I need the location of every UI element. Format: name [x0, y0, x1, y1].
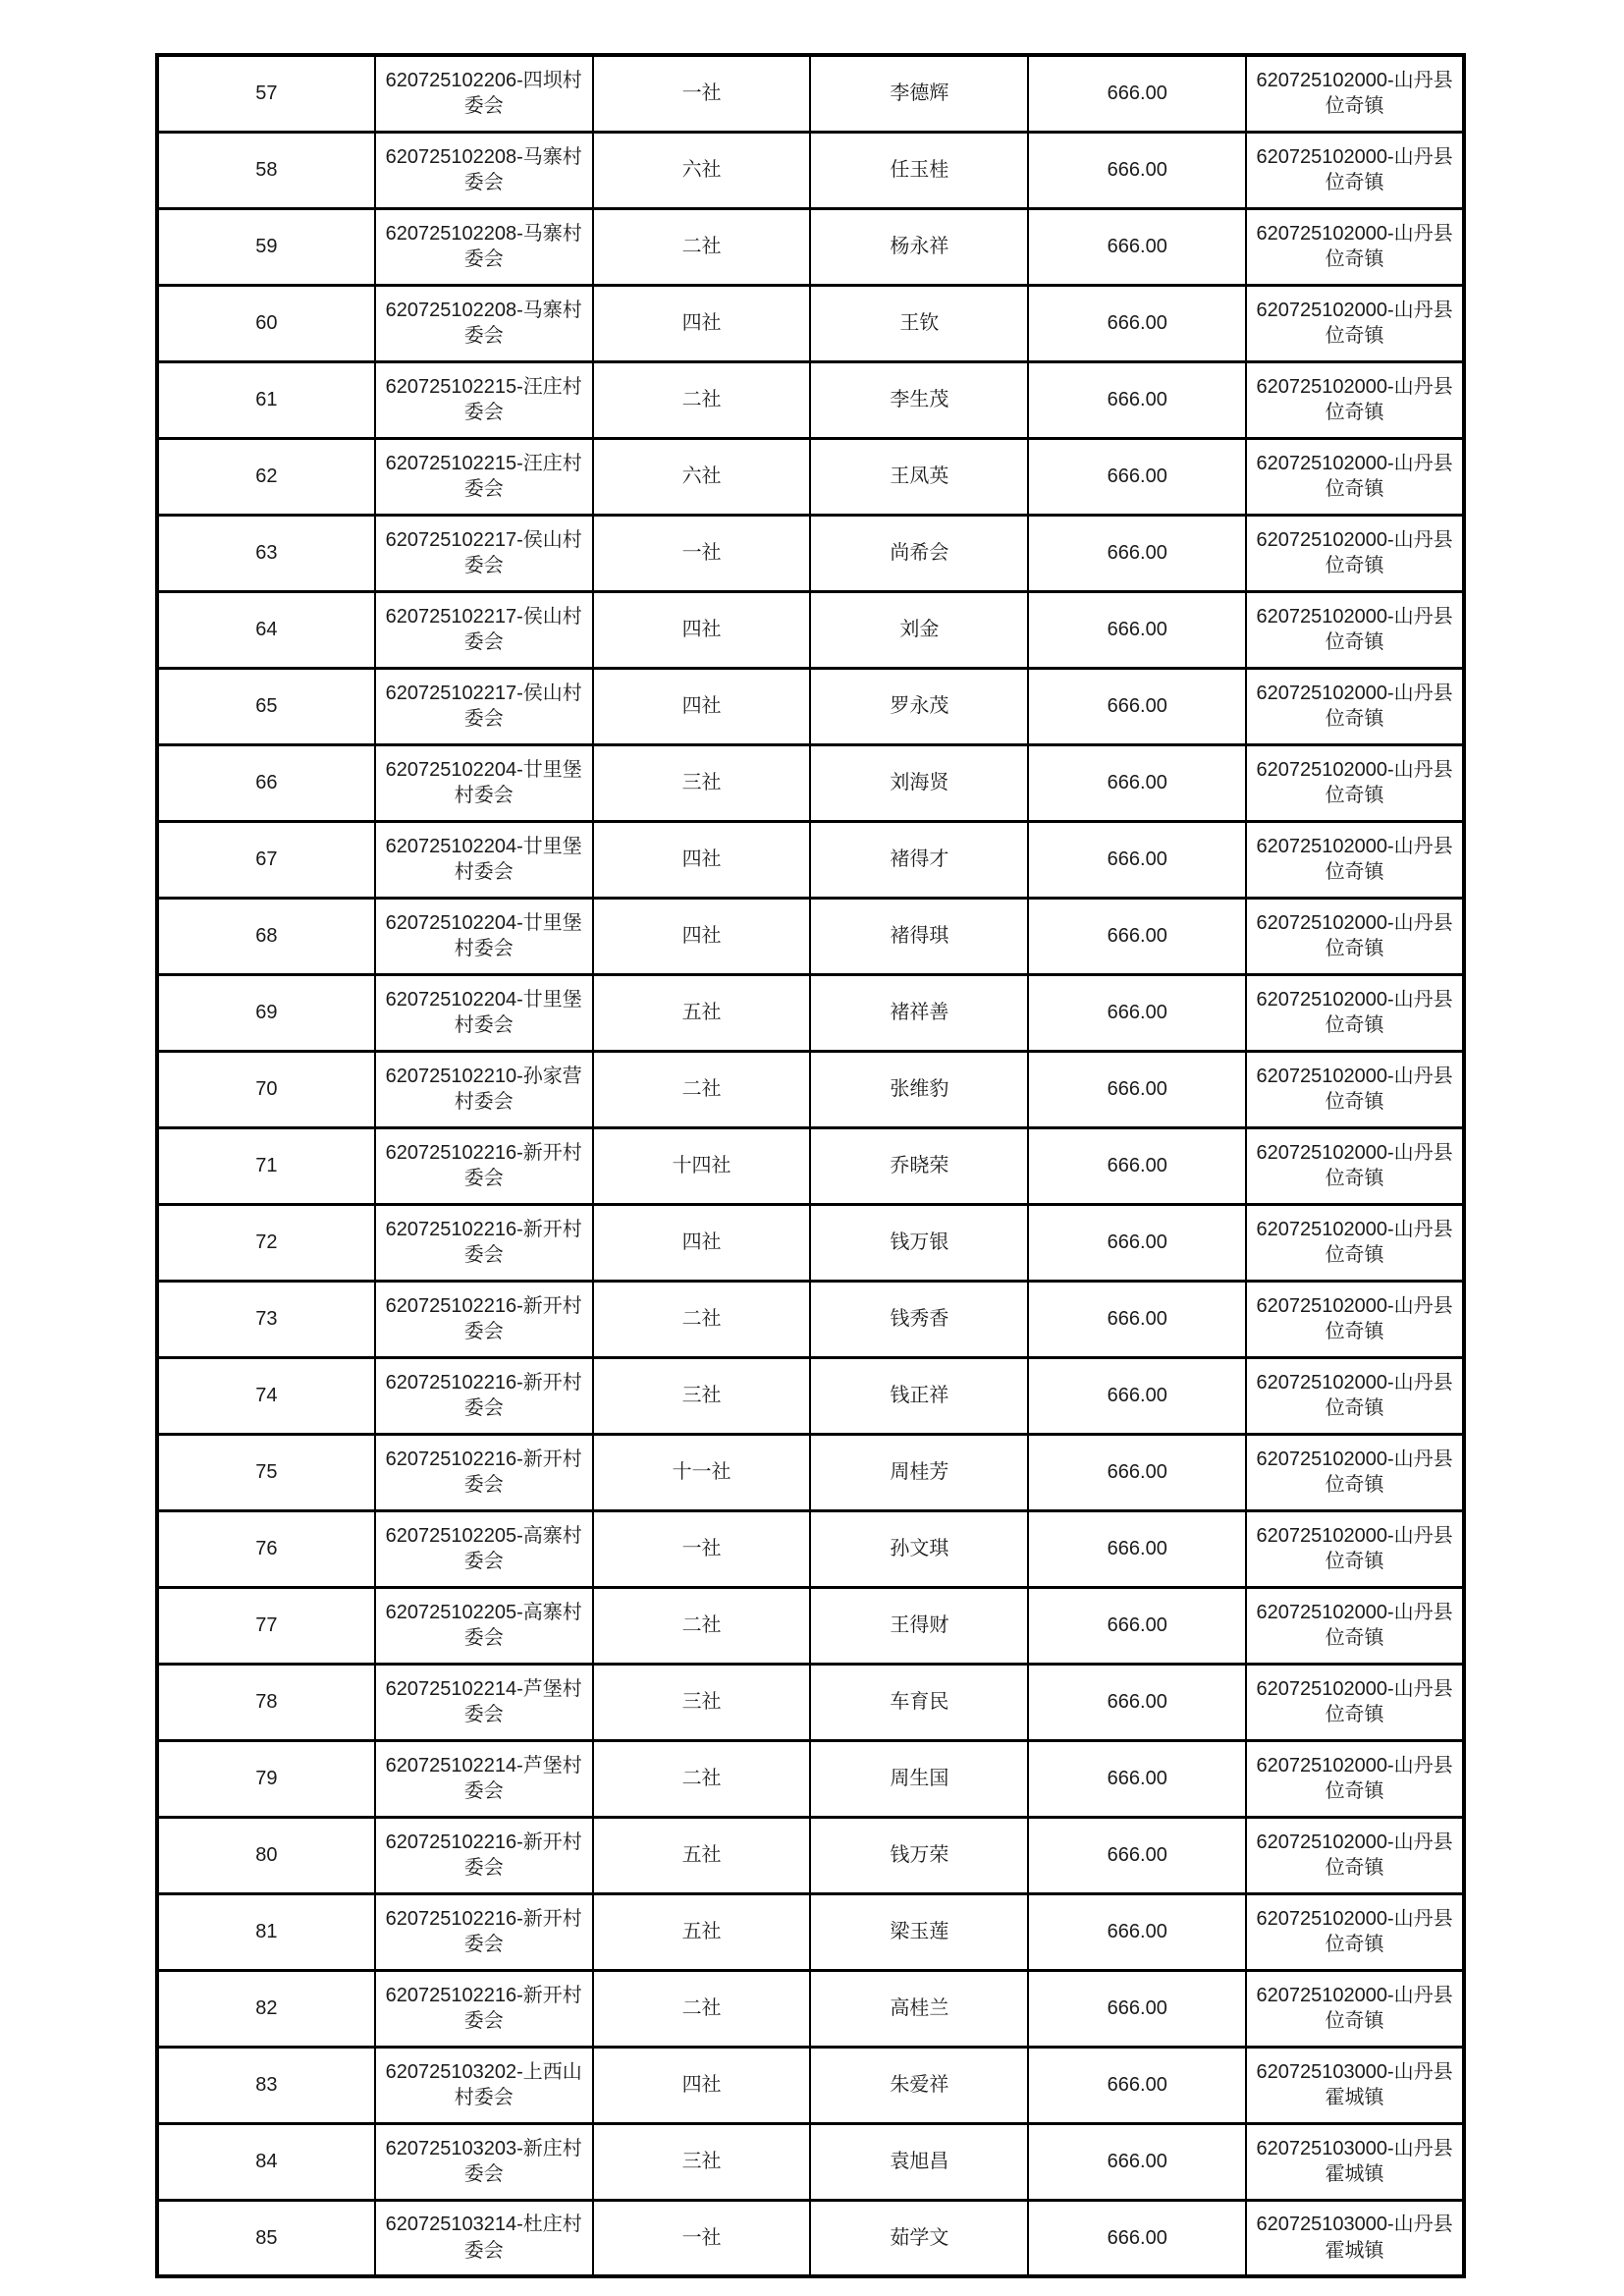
cell-cooperative-unit: 十一社: [593, 1434, 811, 1510]
cell-amount: 666.00: [1028, 744, 1246, 821]
cell-person-name: 褚得琪: [810, 898, 1028, 974]
cell-cooperative-unit: 三社: [593, 1664, 811, 1740]
cell-amount: 666.00: [1028, 1893, 1246, 1970]
cell-amount: 666.00: [1028, 2200, 1246, 2276]
cell-amount: 666.00: [1028, 515, 1246, 591]
cell-row-number: 67: [157, 821, 375, 898]
cell-amount: 666.00: [1028, 285, 1246, 361]
cell-row-number: 70: [157, 1051, 375, 1127]
cell-row-number: 83: [157, 2047, 375, 2123]
cell-cooperative-unit: 五社: [593, 974, 811, 1051]
cell-row-number: 77: [157, 1587, 375, 1664]
cell-row-number: 66: [157, 744, 375, 821]
table-row: [157, 1740, 1464, 1817]
cell-amount: 666.00: [1028, 1817, 1246, 1893]
cell-row-number: 62: [157, 438, 375, 515]
cell-amount: 666.00: [1028, 974, 1246, 1051]
cell-person-name: 朱爱祥: [810, 2047, 1028, 2123]
cell-person-name: 钱万荣: [810, 1817, 1028, 1893]
cell-person-name: 周生国: [810, 1740, 1028, 1817]
cell-person-name: 王凤英: [810, 438, 1028, 515]
table-row: [157, 1127, 1464, 1204]
cell-cooperative-unit: 四社: [593, 1204, 811, 1281]
table-row: [157, 55, 1464, 132]
cell-cooperative-unit: 五社: [593, 1817, 811, 1893]
table-row: [157, 591, 1464, 668]
table-row: [157, 1281, 1464, 1357]
table-row: [157, 285, 1464, 361]
cell-row-number: 81: [157, 1893, 375, 1970]
cell-amount: 666.00: [1028, 1281, 1246, 1357]
cell-amount: 666.00: [1028, 591, 1246, 668]
cell-amount: 666.00: [1028, 1434, 1246, 1510]
cell-row-number: 74: [157, 1357, 375, 1434]
table-row: [157, 515, 1464, 591]
table-row: [157, 1587, 1464, 1664]
cell-township-code: 620725102000-山丹县位奇镇: [1246, 132, 1464, 208]
cell-village-committee-code: 620725102215-汪庄村委会: [375, 438, 593, 515]
table-row: [157, 744, 1464, 821]
cell-row-number: 76: [157, 1510, 375, 1587]
cell-amount: 666.00: [1028, 438, 1246, 515]
cell-row-number: 72: [157, 1204, 375, 1281]
cell-cooperative-unit: 六社: [593, 438, 811, 515]
cell-cooperative-unit: 十四社: [593, 1127, 811, 1204]
cell-person-name: 钱万银: [810, 1204, 1028, 1281]
cell-village-committee-code: 620725102206-四坝村委会: [375, 55, 593, 132]
cell-amount: 666.00: [1028, 1587, 1246, 1664]
cell-row-number: 61: [157, 361, 375, 438]
cell-person-name: 罗永茂: [810, 668, 1028, 744]
cell-person-name: 李生茂: [810, 361, 1028, 438]
cell-village-committee-code: 620725102214-芦堡村委会: [375, 1740, 593, 1817]
cell-village-committee-code: 620725102217-侯山村委会: [375, 668, 593, 744]
cell-amount: 666.00: [1028, 1510, 1246, 1587]
cell-village-committee-code: 620725102204-廿里堡村委会: [375, 898, 593, 974]
cell-person-name: 钱正祥: [810, 1357, 1028, 1434]
cell-person-name: 任玉桂: [810, 132, 1028, 208]
cell-amount: 666.00: [1028, 55, 1246, 132]
cell-cooperative-unit: 二社: [593, 208, 811, 285]
cell-township-code: 620725102000-山丹县位奇镇: [1246, 1051, 1464, 1127]
cell-row-number: 63: [157, 515, 375, 591]
cell-person-name: 孙文琪: [810, 1510, 1028, 1587]
cell-township-code: 620725102000-山丹县位奇镇: [1246, 208, 1464, 285]
cell-village-committee-code: 620725102216-新开村委会: [375, 1281, 593, 1357]
cell-person-name: 梁玉莲: [810, 1893, 1028, 1970]
cell-village-committee-code: 620725103202-上西山村委会: [375, 2047, 593, 2123]
cell-person-name: 袁旭昌: [810, 2123, 1028, 2200]
cell-row-number: 73: [157, 1281, 375, 1357]
cell-village-committee-code: 620725102208-马寨村委会: [375, 208, 593, 285]
cell-person-name: 杨永祥: [810, 208, 1028, 285]
cell-amount: 666.00: [1028, 668, 1246, 744]
table-row: [157, 2123, 1464, 2200]
cell-township-code: 620725102000-山丹县位奇镇: [1246, 1664, 1464, 1740]
cell-amount: 666.00: [1028, 1740, 1246, 1817]
cell-village-committee-code: 620725102216-新开村委会: [375, 1357, 593, 1434]
cell-township-code: 620725102000-山丹县位奇镇: [1246, 1893, 1464, 1970]
table-body: [157, 55, 1464, 2276]
cell-township-code: 620725102000-山丹县位奇镇: [1246, 974, 1464, 1051]
cell-village-committee-code: 620725102204-廿里堡村委会: [375, 821, 593, 898]
cell-township-code: 620725102000-山丹县位奇镇: [1246, 438, 1464, 515]
cell-amount: 666.00: [1028, 821, 1246, 898]
cell-village-committee-code: 620725102205-高寨村委会: [375, 1587, 593, 1664]
cell-person-name: 王钦: [810, 285, 1028, 361]
cell-village-committee-code: 620725103203-新庄村委会: [375, 2123, 593, 2200]
cell-row-number: 59: [157, 208, 375, 285]
cell-township-code: 620725103000-山丹县霍城镇: [1246, 2200, 1464, 2276]
cell-village-committee-code: 620725102208-马寨村委会: [375, 132, 593, 208]
cell-township-code: 620725102000-山丹县位奇镇: [1246, 285, 1464, 361]
cell-row-number: 80: [157, 1817, 375, 1893]
cell-amount: 666.00: [1028, 1357, 1246, 1434]
cell-township-code: 620725102000-山丹县位奇镇: [1246, 1587, 1464, 1664]
cell-cooperative-unit: 三社: [593, 1357, 811, 1434]
cell-township-code: 620725103000-山丹县霍城镇: [1246, 2047, 1464, 2123]
table-row: [157, 208, 1464, 285]
cell-cooperative-unit: 四社: [593, 285, 811, 361]
cell-village-committee-code: 620725102217-侯山村委会: [375, 515, 593, 591]
cell-village-committee-code: 620725102214-芦堡村委会: [375, 1664, 593, 1740]
cell-cooperative-unit: 一社: [593, 55, 811, 132]
cell-amount: 666.00: [1028, 1127, 1246, 1204]
cell-person-name: 高桂兰: [810, 1970, 1028, 2047]
cell-person-name: 钱秀香: [810, 1281, 1028, 1357]
cell-village-committee-code: 620725102217-侯山村委会: [375, 591, 593, 668]
cell-township-code: 620725102000-山丹县位奇镇: [1246, 1204, 1464, 1281]
cell-amount: 666.00: [1028, 1204, 1246, 1281]
cell-row-number: 71: [157, 1127, 375, 1204]
cell-person-name: 乔晓荣: [810, 1127, 1028, 1204]
cell-cooperative-unit: 二社: [593, 1970, 811, 2047]
cell-amount: 666.00: [1028, 361, 1246, 438]
cell-township-code: 620725102000-山丹县位奇镇: [1246, 1357, 1464, 1434]
cell-village-committee-code: 620725102208-马寨村委会: [375, 285, 593, 361]
subsidy-roster-table: [155, 53, 1466, 2278]
table-row: [157, 2047, 1464, 2123]
cell-township-code: 620725102000-山丹县位奇镇: [1246, 898, 1464, 974]
cell-township-code: 620725102000-山丹县位奇镇: [1246, 1281, 1464, 1357]
cell-township-code: 620725102000-山丹县位奇镇: [1246, 361, 1464, 438]
cell-row-number: 57: [157, 55, 375, 132]
cell-amount: 666.00: [1028, 1051, 1246, 1127]
table-row: [157, 974, 1464, 1051]
cell-person-name: 车育民: [810, 1664, 1028, 1740]
cell-cooperative-unit: 四社: [593, 2047, 811, 2123]
table-row: [157, 1664, 1464, 1740]
cell-cooperative-unit: 一社: [593, 2200, 811, 2276]
cell-cooperative-unit: 二社: [593, 1740, 811, 1817]
cell-person-name: 张维豹: [810, 1051, 1028, 1127]
cell-township-code: 620725103000-山丹县霍城镇: [1246, 2123, 1464, 2200]
cell-township-code: 620725102000-山丹县位奇镇: [1246, 515, 1464, 591]
cell-amount: 666.00: [1028, 1970, 1246, 2047]
cell-village-committee-code: 620725102204-廿里堡村委会: [375, 974, 593, 1051]
table-row: [157, 1051, 1464, 1127]
cell-village-committee-code: 620725102216-新开村委会: [375, 1204, 593, 1281]
cell-cooperative-unit: 四社: [593, 591, 811, 668]
table-row: [157, 361, 1464, 438]
cell-row-number: 85: [157, 2200, 375, 2276]
cell-township-code: 620725102000-山丹县位奇镇: [1246, 1434, 1464, 1510]
cell-person-name: 刘金: [810, 591, 1028, 668]
cell-amount: 666.00: [1028, 898, 1246, 974]
cell-row-number: 79: [157, 1740, 375, 1817]
cell-person-name: 王得财: [810, 1587, 1028, 1664]
cell-amount: 666.00: [1028, 1664, 1246, 1740]
cell-village-committee-code: 620725102216-新开村委会: [375, 1893, 593, 1970]
table-row: [157, 1817, 1464, 1893]
cell-cooperative-unit: 二社: [593, 1587, 811, 1664]
cell-cooperative-unit: 五社: [593, 1893, 811, 1970]
cell-person-name: 周桂芳: [810, 1434, 1028, 1510]
cell-village-committee-code: 620725102216-新开村委会: [375, 1127, 593, 1204]
cell-row-number: 58: [157, 132, 375, 208]
cell-cooperative-unit: 四社: [593, 898, 811, 974]
cell-amount: 666.00: [1028, 2047, 1246, 2123]
cell-row-number: 84: [157, 2123, 375, 2200]
cell-township-code: 620725102000-山丹县位奇镇: [1246, 1740, 1464, 1817]
cell-cooperative-unit: 二社: [593, 1281, 811, 1357]
cell-row-number: 64: [157, 591, 375, 668]
table-row: [157, 1204, 1464, 1281]
cell-row-number: 82: [157, 1970, 375, 2047]
table-row: [157, 668, 1464, 744]
cell-village-committee-code: 620725102216-新开村委会: [375, 1817, 593, 1893]
cell-cooperative-unit: 四社: [593, 668, 811, 744]
table-row: [157, 1510, 1464, 1587]
cell-village-committee-code: 620725102205-高寨村委会: [375, 1510, 593, 1587]
cell-person-name: 褚得才: [810, 821, 1028, 898]
cell-village-committee-code: 620725102216-新开村委会: [375, 1434, 593, 1510]
cell-cooperative-unit: 三社: [593, 2123, 811, 2200]
table-row: [157, 1970, 1464, 2047]
table-row: [157, 1357, 1464, 1434]
cell-cooperative-unit: 一社: [593, 1510, 811, 1587]
cell-person-name: 茹学文: [810, 2200, 1028, 2276]
cell-person-name: 李德辉: [810, 55, 1028, 132]
table-row: [157, 898, 1464, 974]
table-row: [157, 438, 1464, 515]
cell-village-committee-code: 620725103214-杜庄村委会: [375, 2200, 593, 2276]
cell-cooperative-unit: 三社: [593, 744, 811, 821]
cell-township-code: 620725102000-山丹县位奇镇: [1246, 1510, 1464, 1587]
cell-cooperative-unit: 二社: [593, 1051, 811, 1127]
cell-township-code: 620725102000-山丹县位奇镇: [1246, 55, 1464, 132]
cell-amount: 666.00: [1028, 132, 1246, 208]
cell-village-committee-code: 620725102204-廿里堡村委会: [375, 744, 593, 821]
cell-person-name: 尚希会: [810, 515, 1028, 591]
cell-cooperative-unit: 四社: [593, 821, 811, 898]
table-row: [157, 132, 1464, 208]
cell-row-number: 65: [157, 668, 375, 744]
cell-amount: 666.00: [1028, 208, 1246, 285]
cell-township-code: 620725102000-山丹县位奇镇: [1246, 1970, 1464, 2047]
table-row: [157, 1893, 1464, 1970]
cell-person-name: 褚祥善: [810, 974, 1028, 1051]
cell-village-committee-code: 620725102216-新开村委会: [375, 1970, 593, 2047]
cell-row-number: 78: [157, 1664, 375, 1740]
cell-row-number: 60: [157, 285, 375, 361]
cell-cooperative-unit: 二社: [593, 361, 811, 438]
cell-village-committee-code: 620725102215-汪庄村委会: [375, 361, 593, 438]
cell-cooperative-unit: 一社: [593, 515, 811, 591]
table-row: [157, 821, 1464, 898]
cell-township-code: 620725102000-山丹县位奇镇: [1246, 821, 1464, 898]
cell-cooperative-unit: 六社: [593, 132, 811, 208]
cell-township-code: 620725102000-山丹县位奇镇: [1246, 1817, 1464, 1893]
table-row: [157, 1434, 1464, 1510]
cell-township-code: 620725102000-山丹县位奇镇: [1246, 744, 1464, 821]
cell-amount: 666.00: [1028, 2123, 1246, 2200]
cell-township-code: 620725102000-山丹县位奇镇: [1246, 591, 1464, 668]
cell-row-number: 69: [157, 974, 375, 1051]
cell-township-code: 620725102000-山丹县位奇镇: [1246, 668, 1464, 744]
cell-row-number: 68: [157, 898, 375, 974]
cell-village-committee-code: 620725102210-孙家营村委会: [375, 1051, 593, 1127]
cell-row-number: 75: [157, 1434, 375, 1510]
cell-township-code: 620725102000-山丹县位奇镇: [1246, 1127, 1464, 1204]
table-row: [157, 2200, 1464, 2276]
cell-person-name: 刘海贤: [810, 744, 1028, 821]
